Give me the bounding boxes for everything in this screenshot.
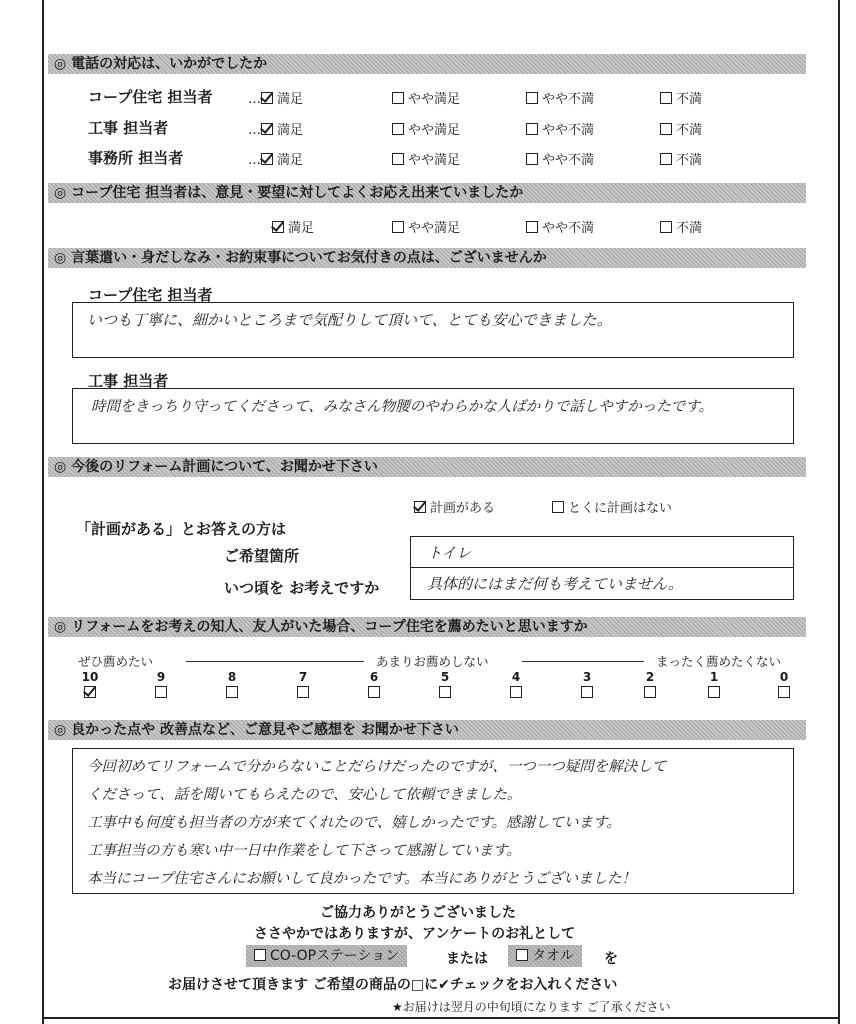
koji-staff-label: 工事 担当者: [88, 372, 169, 390]
option-cell-selected[interactable]: [272, 217, 314, 236]
checkbox-checked[interactable]: [261, 153, 273, 165]
option-label: やや満足: [408, 153, 461, 168]
checkbox[interactable]: [660, 153, 672, 165]
scale-number: 5: [440, 670, 450, 684]
scale-checkbox-checked[interactable]: [84, 686, 96, 698]
checkbox[interactable]: [392, 92, 404, 104]
scale-checkbox[interactable]: [297, 686, 309, 698]
scale-number: 10: [81, 670, 99, 684]
scale-number: 0: [779, 670, 789, 684]
gift-option-label: タオル: [532, 948, 574, 964]
scale-number: 3: [582, 670, 592, 684]
place-value: トイレ: [427, 544, 472, 562]
feedback-line: 今回初めてリフォームで分からないことだらけだったのですが、一つ一つ疑問を解決して: [87, 759, 667, 775]
checkbox[interactable]: [526, 153, 538, 165]
plan-option-yes[interactable]: [414, 497, 495, 516]
section-header-plan: ◎ 今後のリフォーム計画について、お聞かせ下さい: [48, 457, 806, 477]
wo-text: を: [604, 951, 618, 967]
phone-row-dots: [248, 119, 303, 138]
option-label: やや不満: [542, 221, 595, 236]
scale-low-label: まったく薦めたくない: [656, 654, 782, 669]
phone-row-dots: [248, 149, 303, 168]
place-field[interactable]: [410, 536, 794, 568]
option-label: 計画がある: [430, 501, 496, 516]
dots-text: …: [248, 153, 261, 168]
scale-checkbox[interactable]: [581, 686, 593, 698]
checkbox-checked[interactable]: [272, 221, 284, 233]
feedback-box[interactable]: [72, 748, 794, 894]
scale-checkbox[interactable]: [368, 686, 380, 698]
option-cell[interactable]: [660, 88, 702, 107]
option-label: やや不満: [542, 123, 595, 138]
option-cell[interactable]: [660, 217, 702, 236]
option-cell[interactable]: [392, 217, 460, 236]
scale-number: 6: [369, 670, 379, 684]
scale-number: 2: [645, 670, 655, 684]
coop-staff-label: コープ住宅 担当者: [88, 286, 213, 304]
scale-line: [186, 661, 364, 662]
gift-option-towel[interactable]: [508, 945, 582, 967]
right-frame-border: [838, 0, 840, 1024]
feedback-line: 本当にコープ住宅さんにお願いして良かったです。本当にありがとうございました！: [87, 871, 637, 887]
plan-option-no[interactable]: [552, 497, 672, 516]
plan-prompt: 「計画がある」とお答えの方は: [76, 520, 287, 538]
instruction-text: お届けさせて頂きます ご希望の商品の□に✔チェックをお入れください: [168, 977, 618, 993]
option-cell[interactable]: [526, 88, 594, 107]
place-label: ご希望箇所: [224, 547, 300, 565]
option-label: 満足: [288, 221, 315, 236]
section-header-manners: ◎ 言葉遣い・身だしなみ・お約束事についてお気付きの点は、ございませんか: [48, 248, 806, 268]
option-label: 満足: [277, 123, 304, 138]
gift-option-coop-station[interactable]: [246, 945, 407, 967]
checkbox[interactable]: [660, 92, 672, 104]
dots-text: …: [248, 123, 261, 138]
gift-text: ささやかではありますが、アンケートのお礼として: [254, 926, 576, 942]
option-cell[interactable]: [392, 119, 460, 138]
gift-option-label: CO-OPステーション: [270, 948, 400, 964]
when-value: 具体的にはまだ何も考えていません。: [427, 575, 683, 593]
option-label: 不満: [676, 123, 703, 138]
feedback-line: 工事担当の方も寒い中一日中作業をして下さって感謝しています。: [87, 843, 521, 859]
thanks-text: ご協力ありがとうございました: [320, 905, 516, 921]
delivery-note: ★お届けは翌月の中旬頃になります ご了承ください: [392, 1000, 671, 1014]
option-cell[interactable]: [526, 149, 594, 168]
option-cell[interactable]: [392, 149, 460, 168]
checkbox[interactable]: [660, 221, 672, 233]
scale-checkbox[interactable]: [226, 686, 238, 698]
scale-number: 4: [511, 670, 521, 684]
scale-line: [522, 661, 644, 662]
scale-number: 8: [227, 670, 237, 684]
option-label: 不満: [676, 153, 703, 168]
koji-staff-comment: 時間をきっちり守ってくださって、みなさん物腰のやわらかな人ばかりで話しやすかったです。: [91, 399, 714, 415]
section-header-recommend: ◎ リフォームをお考えの知人、友人がいた場合、コープ住宅を薦めたいと思いますか: [48, 617, 806, 637]
option-label: 不満: [676, 92, 703, 107]
option-label: 満足: [277, 153, 304, 168]
bottom-rule: [42, 1017, 840, 1019]
option-label: 不満: [676, 221, 703, 236]
feedback-line: くださって、話を聞いてもらえたので、安心して依頼できました。: [87, 787, 522, 803]
option-cell[interactable]: [660, 149, 702, 168]
scale-checkbox[interactable]: [155, 686, 167, 698]
when-field[interactable]: [410, 568, 794, 600]
option-label: やや不満: [542, 153, 595, 168]
scale-high-label: ぜひ薦めたい: [78, 654, 154, 669]
option-label: やや不満: [542, 92, 595, 107]
option-label: 満足: [277, 92, 304, 107]
scale-mid-label: あまりお薦めしない: [376, 654, 489, 669]
section-header-coop-response: ◎ コープ住宅 担当者は、意見・要望に対してよくお応え出来ていましたか: [48, 183, 806, 203]
feedback-line: 工事中も何度も担当者の方が来てくれたので、嬉しかったです。感謝しています。: [87, 815, 621, 831]
checkbox-checked[interactable]: [414, 501, 426, 513]
scale-number: 1: [709, 670, 719, 684]
option-cell[interactable]: [526, 119, 594, 138]
checkbox[interactable]: [660, 123, 672, 135]
scale-checkbox[interactable]: [510, 686, 522, 698]
checkbox[interactable]: [526, 92, 538, 104]
checkbox-checked[interactable]: [261, 92, 273, 104]
or-text: または: [446, 951, 488, 967]
checkbox[interactable]: [526, 221, 538, 233]
dots-text: …: [248, 92, 261, 107]
coop-staff-comment-box[interactable]: [72, 302, 794, 358]
left-frame-border: [42, 0, 44, 1024]
scale-checkbox[interactable]: [439, 686, 451, 698]
checkbox[interactable]: [552, 501, 564, 513]
scale-checkbox[interactable]: [708, 686, 720, 698]
option-label: やや満足: [408, 92, 461, 107]
checkbox[interactable]: [516, 949, 528, 961]
option-cell[interactable]: [392, 88, 460, 107]
koji-staff-comment-box[interactable]: [72, 388, 794, 444]
checkbox[interactable]: [526, 123, 538, 135]
option-label: とくに計画はない: [568, 501, 673, 516]
phone-row-dots: [248, 88, 303, 107]
checkbox[interactable]: [392, 221, 404, 233]
phone-row-label: 事務所 担当者: [88, 149, 184, 167]
checkbox[interactable]: [254, 949, 266, 961]
scale-number: 9: [156, 670, 166, 684]
phone-row-label: コープ住宅 担当者: [88, 88, 213, 106]
scale-checkbox[interactable]: [778, 686, 790, 698]
when-label: いつ頃を お考えですか: [224, 579, 380, 597]
scale-checkbox[interactable]: [644, 686, 656, 698]
coop-staff-comment: いつも丁寧に、細かいところまで気配りして頂いて、とても安心できました。: [87, 311, 612, 329]
option-label: やや満足: [408, 123, 461, 138]
scale-number: 7: [298, 670, 308, 684]
checkbox[interactable]: [392, 153, 404, 165]
section-header-phone: ◎ 電話の対応は、いかがでしたか: [48, 54, 806, 74]
option-cell[interactable]: [526, 217, 594, 236]
checkbox-checked[interactable]: [261, 123, 273, 135]
checkbox[interactable]: [392, 123, 404, 135]
phone-row-label: 工事 担当者: [88, 119, 169, 137]
option-cell[interactable]: [660, 119, 702, 138]
option-label: やや満足: [408, 221, 461, 236]
section-header-feedback: ◎ 良かった点や 改善点など、ご意見やご感想を お聞かせ下さい: [48, 720, 806, 740]
